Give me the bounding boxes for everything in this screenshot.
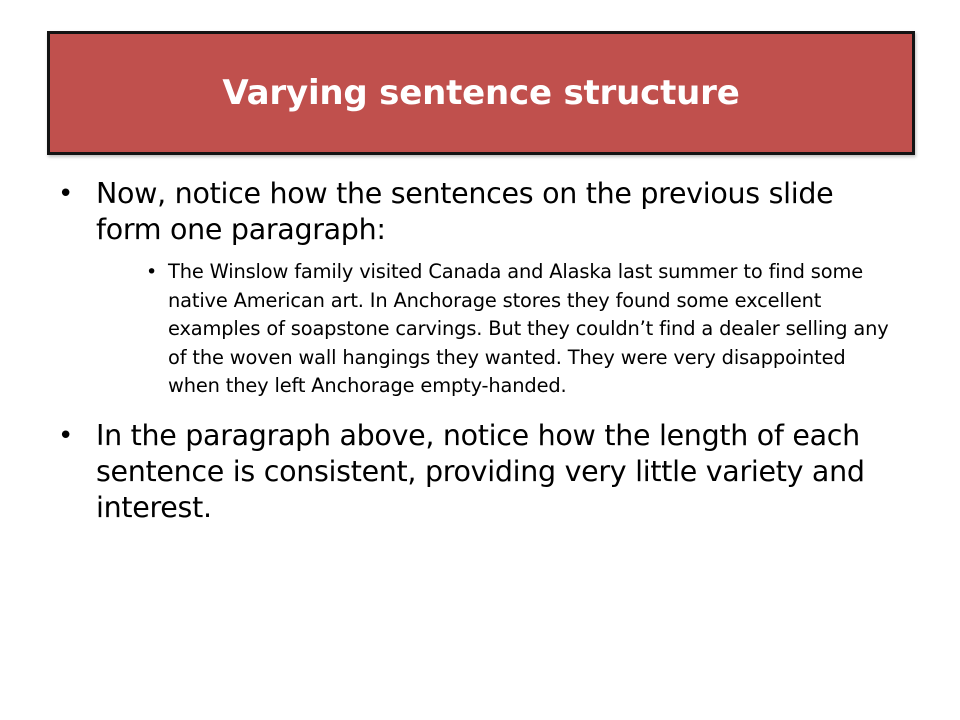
sub-bullet-text: The Winslow family visited Canada and Alaska last summer to find some native American art. In Anchorage stores they found some excellent examples of soapstone carvings. But they couldn’t find a dealer selling any of the woven wall hangings they wanted. They were very disappointed when they left Anchorage empty-handed. — [168, 260, 889, 397]
bullet-dot-icon: • — [58, 420, 74, 451]
slide-body — [58, 176, 898, 526]
bullet-text: In the paragraph above, notice how the length of each sentence is consistent, providing very little variety and interest. — [96, 418, 865, 524]
bullet-item-1 — [58, 176, 898, 248]
slide-title: Varying sentence structure — [222, 73, 740, 113]
bullet-text: Now, notice how the sentences on the previous slide form one paragraph: — [96, 177, 834, 246]
bullet-item-2 — [58, 418, 898, 526]
title-banner — [47, 31, 915, 155]
bullet-dot-icon: • — [58, 179, 74, 209]
sub-bullet-item — [130, 258, 898, 401]
sub-bullet-dot-icon: • — [146, 261, 158, 283]
